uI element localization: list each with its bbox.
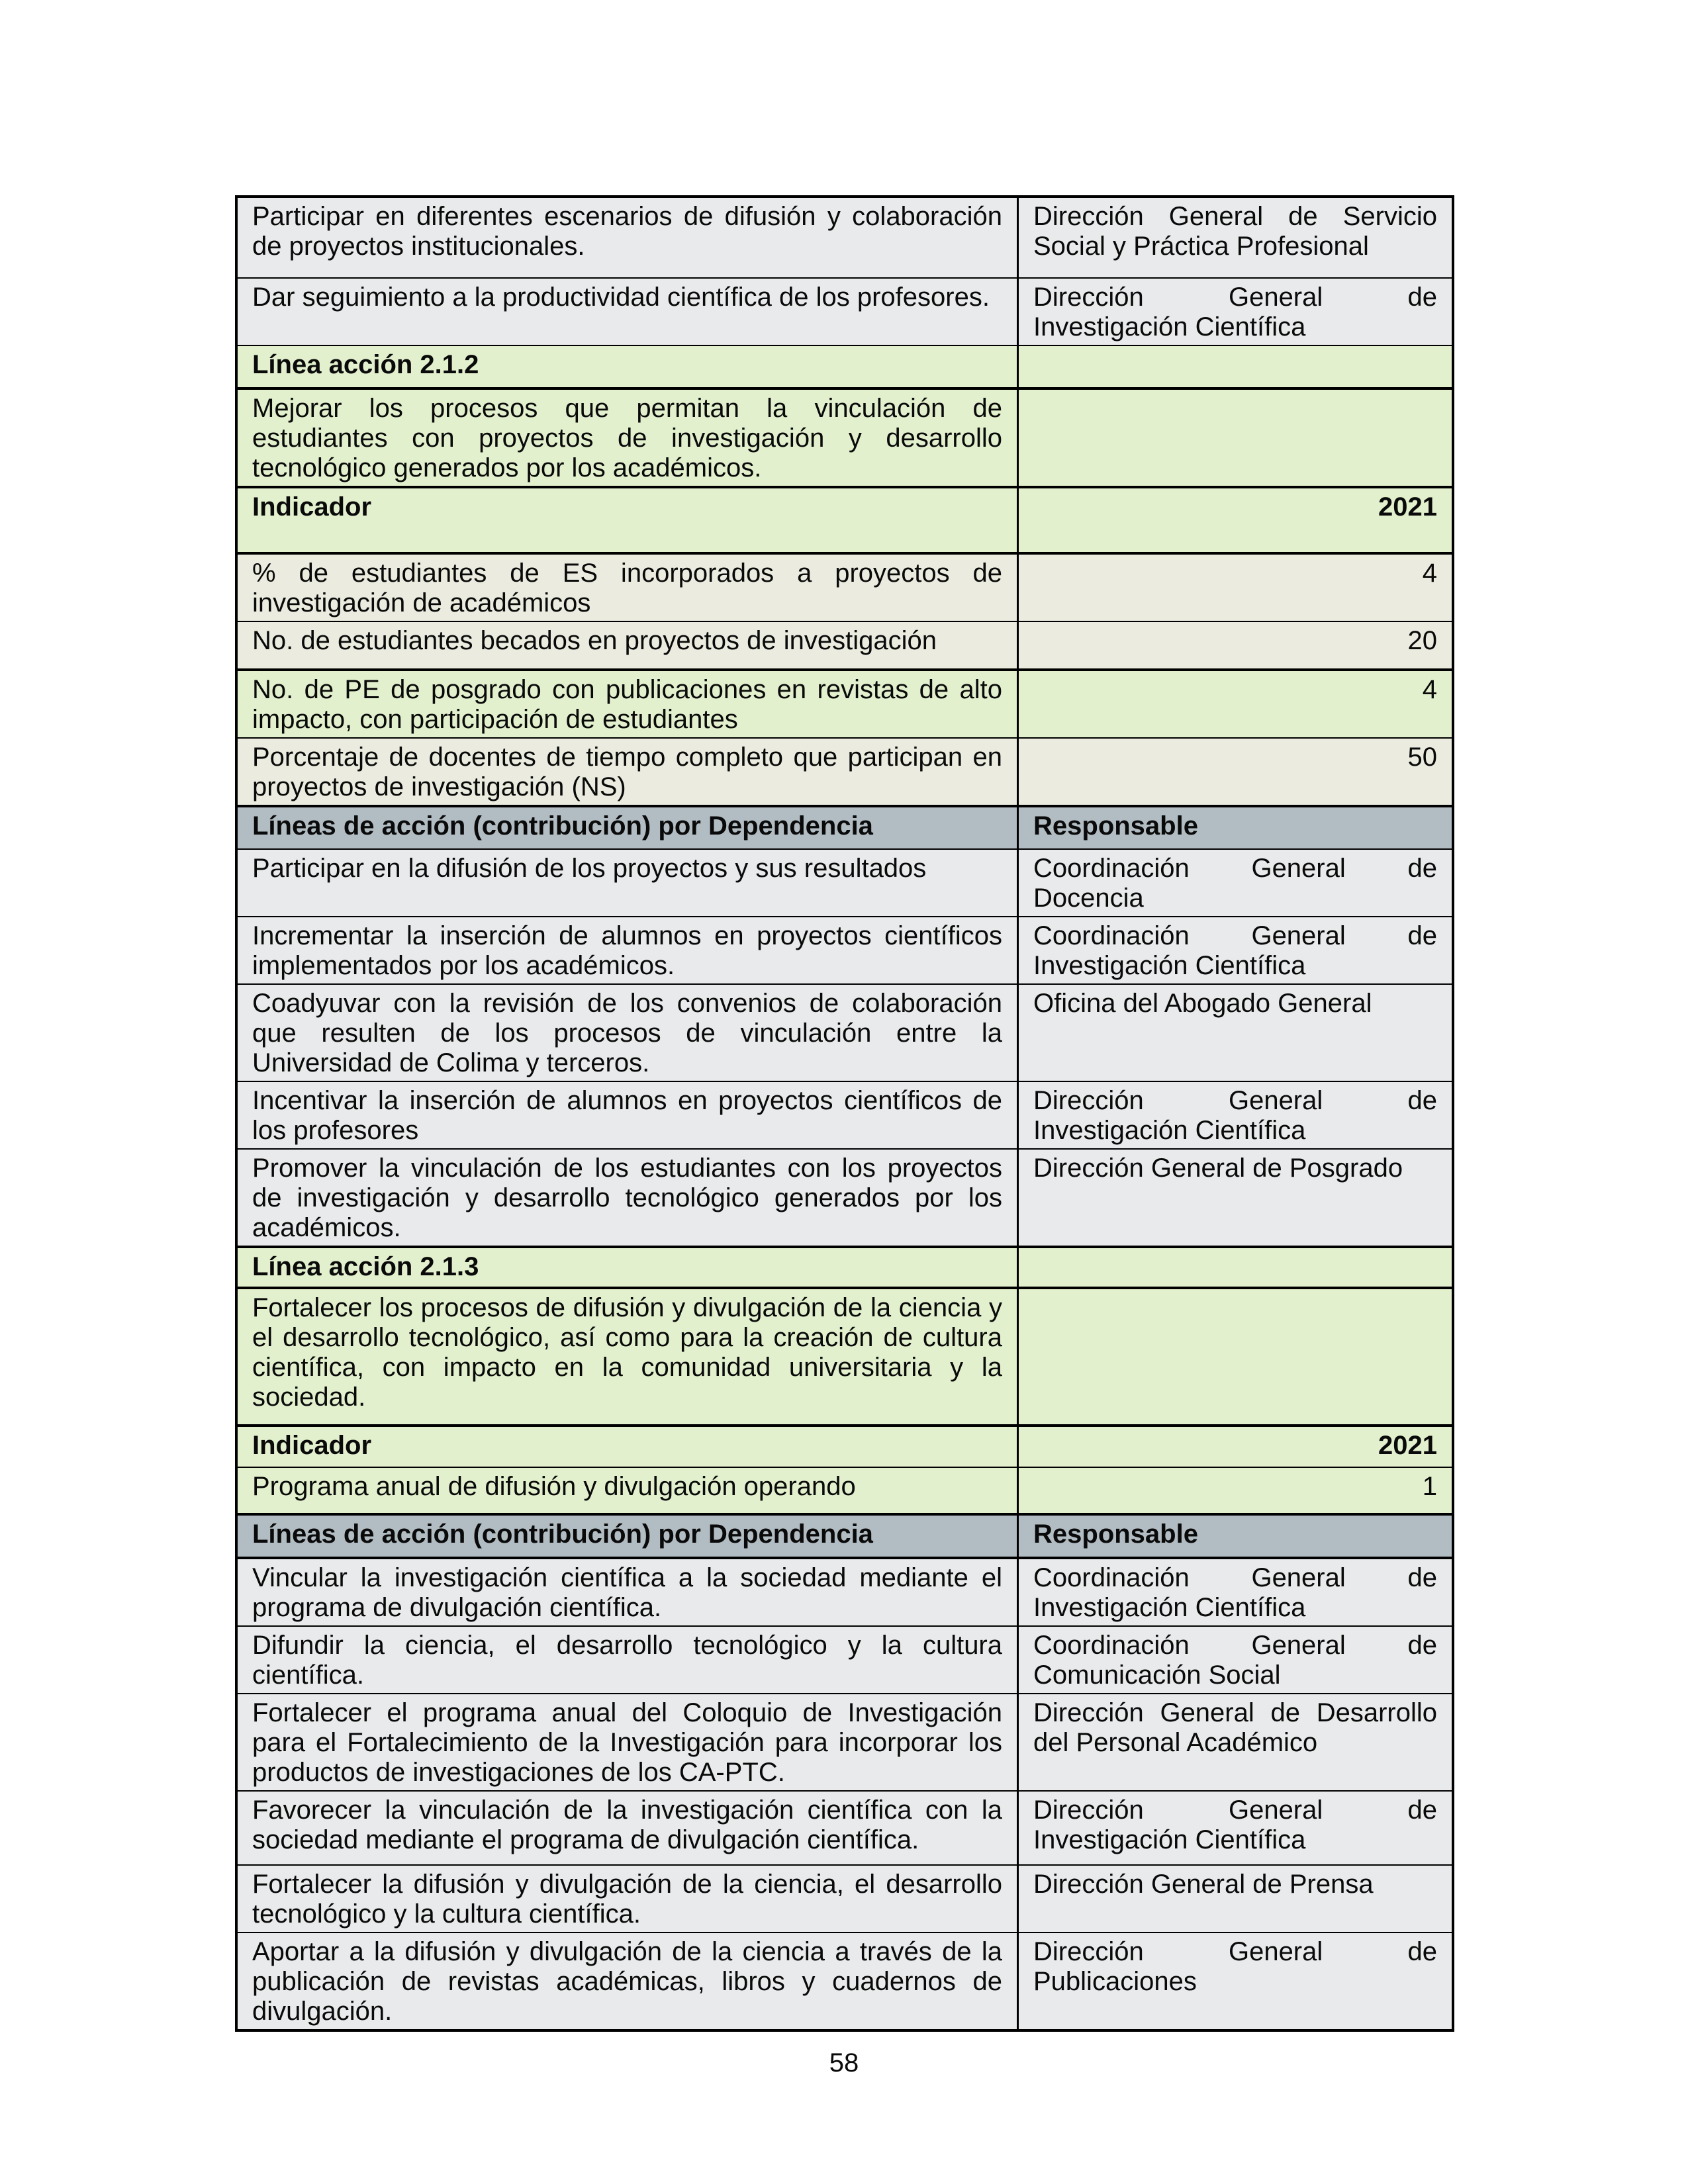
responsable-cell: Coordinación General de Docencia [1033,854,1437,913]
table-row [238,737,1452,805]
action-cell: Indicador [238,1427,1019,1467]
responsable-cell: Dirección General de Posgrado [1033,1154,1403,1183]
action-cell: Difundir la ciencia, el desarrollo tecnológico y la cultura científica. [238,1627,1019,1693]
responsable-cell: Dirección General de Investigación Científica [1033,283,1437,341]
action-cell: Mejorar los procesos que permitan la vinculación de estudiantes con proyectos de investigación y desarrollo tecnológico generados por los académicos. [238,390,1019,486]
value-cell [1019,346,1452,387]
action-cell: Porcentaje de docentes de tiempo completo que participan en proyectos de investigación (NS) [238,739,1019,805]
indicator-value-cell: 20 [1407,626,1437,655]
table-row [238,552,1452,621]
responsable-cell: Coordinación General de Investigación Científica [1033,1563,1437,1622]
action-cell: Incentivar la inserción de alumnos en proyectos científicos de los profesores [238,1082,1019,1148]
table-row [238,668,1452,737]
action-cell: Participar en diferentes escenarios de difusión y colaboración de proyectos institucionales. [238,198,1019,277]
action-indicator-table [235,195,1454,2032]
action-cell: Fortalecer la difusión y divulgación de la ciencia, el desarrollo tecnológico y la cultura científica. [238,1866,1019,1932]
table-row [238,198,1452,277]
action-cell: Favorecer la vinculación de la investigación científica con la sociedad mediante el programa de divulgación científica. [238,1792,1019,1864]
indicator-value-cell: 4 [1422,559,1437,588]
value-cell [1019,390,1452,486]
value-cell [1019,1289,1452,1424]
responsable-header-cell: Responsable [1033,811,1198,841]
responsable-cell: Dirección General de Investigación Científica [1033,1796,1437,1854]
table-row [238,1424,1452,1467]
table-row [238,1932,1452,2029]
responsable-header-cell: Responsable [1033,1520,1198,1549]
indicator-value-cell: 2021 [1378,492,1437,522]
action-cell: No. de estudiantes becados en proyectos de investigación [238,622,1019,668]
responsable-cell: Dirección General de Publicaciones [1033,1937,1437,1996]
action-cell: Fortalecer el programa anual del Coloquio de Investigación para el Fortalecimiento de la Investigación para incorporar los productos de investigaciones de los CA-PTC. [238,1694,1019,1790]
action-cell: Vincular la investigación científica a la sociedad mediante el programa de divulgación científica. [238,1559,1019,1625]
value-cell [1019,1248,1452,1287]
table-row [238,621,1452,668]
action-cell: Participar en la difusión de los proyectos y sus resultados [238,850,1019,916]
table-row [238,1864,1452,1932]
responsable-cell: Dirección General de Prensa [1033,1870,1374,1899]
table-row [238,486,1452,552]
indicator-value-cell: 2021 [1378,1431,1437,1460]
table-row [238,345,1452,387]
section-header-row [238,805,1452,848]
responsable-cell: Oficina del Abogado General [1033,989,1372,1018]
section-header-row [238,1513,1452,1557]
indicator-value-cell: 50 [1407,743,1437,772]
table-row [238,387,1452,486]
action-cell: % de estudiantes de ES incorporados a proyectos de investigación de académicos [238,555,1019,621]
responsable-cell: Dirección General de Servicio Social y Práctica Profesional [1033,202,1437,261]
responsable-cell: Dirección General de Desarrollo del Personal Académico [1033,1698,1437,1757]
responsable-cell: Coordinación General de Investigación Científica [1033,921,1437,980]
lineas-header-cell: Líneas de acción (contribución) por Dependencia [238,807,1019,848]
action-cell: Aportar a la difusión y divulgación de la ciencia a través de la publicación de revistas académicas, libros y cuadernos de divulgación. [238,1933,1019,2029]
table-row [238,1467,1452,1513]
table-row [238,1693,1452,1790]
table-row [238,1081,1452,1148]
action-cell: Incrementar la inserción de alumnos en proyectos científicos implementados por los académicos. [238,917,1019,983]
table-row [238,1625,1452,1693]
action-cell: Dar seguimiento a la productividad científica de los profesores. [238,279,1019,345]
table-row [238,1790,1452,1864]
indicator-value-cell: 1 [1422,1472,1437,1501]
table-row [238,916,1452,983]
action-cell: Línea acción 2.1.2 [238,346,1019,387]
responsable-cell: Dirección General de Investigación Científica [1033,1086,1437,1145]
responsable-cell: Coordinación General de Comunicación Social [1033,1631,1437,1690]
action-cell: Línea acción 2.1.3 [238,1248,1019,1287]
action-cell: No. de PE de posgrado con publicaciones en revistas de alto impacto, con participación de estudiantes [238,671,1019,737]
action-cell: Coadyuvar con la revisión de los convenios de colaboración que resulten de los procesos de vinculación entre la Universidad de Colima y terceros. [238,985,1019,1081]
table-row [238,848,1452,916]
table-row [238,277,1452,345]
indicator-value-cell: 4 [1422,675,1437,704]
action-cell: Fortalecer los procesos de difusión y divulgación de la ciencia y el desarrollo tecnológico, así como para la creación de cultura científica, con impacto en la comunidad universitaria y la sociedad. [238,1289,1019,1424]
table-row [238,1557,1452,1625]
table-row [238,983,1452,1081]
table-row [238,1246,1452,1287]
lineas-header-cell: Líneas de acción (contribución) por Dependencia [238,1516,1019,1557]
action-cell: Promover la vinculación de los estudiantes con los proyectos de investigación y desarrollo tecnológico generados por los académicos. [238,1150,1019,1246]
action-cell: Indicador [238,488,1019,552]
table-row [238,1287,1452,1424]
table-row [238,1148,1452,1246]
action-cell: Programa anual de difusión y divulgación operando [238,1468,1019,1513]
page-number: 58 [829,2048,859,2077]
